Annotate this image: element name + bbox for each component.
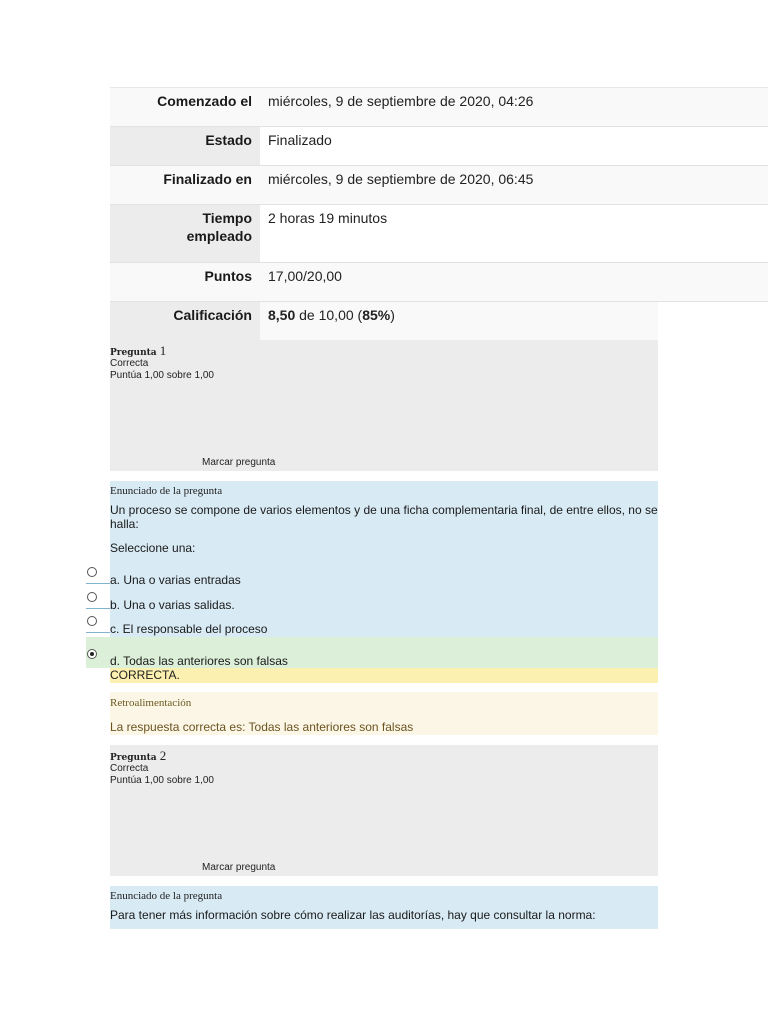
summary-row-state <box>110 127 768 166</box>
summary-row-started <box>110 88 768 127</box>
question-grade: Puntúa 1,00 sobre 1,00 <box>110 370 214 381</box>
radio-option-b[interactable] <box>87 592 97 602</box>
summary-label: Calificación <box>110 302 260 340</box>
question-1-info <box>110 340 658 471</box>
question-state: Correcta <box>110 763 149 774</box>
question-text-label: Enunciado de la pregunta <box>110 890 223 902</box>
feedback-text: La respuesta correcta es: Todas las anteriores son falsas <box>110 720 414 734</box>
question-stem: Para tener más información sobre cómo realizar las auditorías, hay que consultar la norma: <box>110 908 596 922</box>
grade-score: 8,50 <box>268 307 296 323</box>
answer-option-b[interactable]: b. Una o varias salidas. <box>110 598 235 612</box>
summary-label <box>110 205 260 262</box>
question-state: Correcta <box>110 358 149 369</box>
option-underline <box>86 583 110 584</box>
summary-label: Finalizado en <box>110 166 260 204</box>
answer-option-c[interactable]: c. El responsable del proceso <box>110 622 268 636</box>
summary-row-grade <box>110 302 658 342</box>
summary-row-finished <box>110 166 768 205</box>
question-word: Pregunta <box>110 348 157 358</box>
question-2-content <box>110 886 658 929</box>
feedback-label: Retroalimentación <box>110 697 192 709</box>
question-number: 1 <box>159 343 167 358</box>
question-title <box>110 748 166 764</box>
answer-option-a[interactable]: a. Una o varias entradas <box>110 573 241 587</box>
summary-label-line: empleado <box>186 228 252 244</box>
summary-label: Comenzado el <box>110 88 260 126</box>
question-grade: Puntúa 1,00 sobre 1,00 <box>110 775 214 786</box>
answer-outcome: CORRECTA. <box>110 668 658 683</box>
question-title <box>110 343 166 359</box>
question-text-label: Enunciado de la pregunta <box>110 485 223 497</box>
radio-option-a[interactable] <box>87 567 97 577</box>
summary-value: miércoles, 9 de septiembre de 2020, 06:45 <box>260 166 768 204</box>
grade-end: ) <box>390 307 395 323</box>
summary-value <box>260 302 658 340</box>
summary-row-time-taken <box>110 205 768 263</box>
summary-value: miércoles, 9 de septiembre de 2020, 04:26 <box>260 88 768 126</box>
question-1-content <box>110 481 658 637</box>
summary-value: Finalizado <box>260 127 768 165</box>
summary-label: Puntos <box>110 263 260 301</box>
option-underline <box>86 632 110 633</box>
grade-percent: 85% <box>362 307 391 323</box>
option-underline <box>86 608 110 609</box>
radio-option-d[interactable] <box>87 649 97 659</box>
question-number: 2 <box>159 748 167 763</box>
answer-option-d[interactable]: d. Todas las anteriores son falsas <box>110 654 288 668</box>
flag-question-link[interactable]: Marcar pregunta <box>202 457 276 468</box>
summary-label: Estado <box>110 127 260 165</box>
summary-value: 17,00/20,00 <box>260 263 768 301</box>
question-2-info <box>110 745 658 876</box>
attempt-summary-table <box>110 87 768 342</box>
summary-value: 2 horas 19 minutos <box>260 205 768 262</box>
summary-label-line: Tiempo <box>202 210 252 226</box>
summary-row-points <box>110 263 768 302</box>
flag-question-link[interactable]: Marcar pregunta <box>202 862 276 873</box>
grade-mid: de 10,00 ( <box>295 307 363 323</box>
question-word: Pregunta <box>110 753 157 763</box>
question-stem: Un proceso se compone de varios elementos y de una ficha complementaria final, de entre ellos, no se halla: <box>110 503 658 531</box>
radio-option-c[interactable] <box>87 616 97 626</box>
question-1-feedback <box>110 692 658 735</box>
select-prompt: Seleccione una: <box>110 541 196 555</box>
